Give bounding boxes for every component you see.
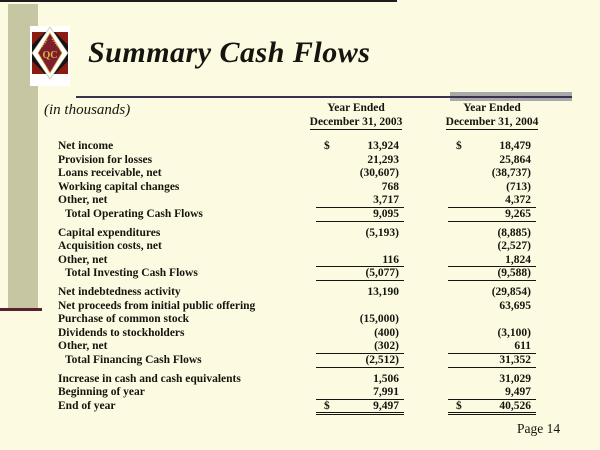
column-header-date: December 31, 2003 xyxy=(309,116,403,128)
row-label: Provision for losses xyxy=(58,153,153,166)
table-row xyxy=(58,286,536,300)
row-label: Total Financing Cash Flows xyxy=(65,353,202,366)
amount: (29,854) xyxy=(491,285,531,298)
units-note: (in thousands) xyxy=(44,102,131,118)
amount: 9,265 xyxy=(505,207,531,220)
value-2003 xyxy=(316,340,404,354)
row-label: Capital expenditures xyxy=(58,226,161,239)
title-rule xyxy=(76,96,572,98)
dollar-sign: $ xyxy=(324,399,330,412)
logo-monogram: QC xyxy=(42,50,58,61)
amount: 25,864 xyxy=(499,153,531,166)
amount: 768 xyxy=(381,180,399,193)
value-2003 xyxy=(316,254,404,268)
value-2004 xyxy=(448,154,536,168)
amount: 1,506 xyxy=(373,372,399,385)
amount: 31,352 xyxy=(499,353,531,366)
table-row xyxy=(58,400,536,414)
amount: (8,885) xyxy=(497,226,531,239)
value-2003 xyxy=(316,267,404,281)
dollar-sign: $ xyxy=(456,140,462,152)
amount: (302) xyxy=(374,340,399,353)
amount: 116 xyxy=(382,253,399,266)
value-2003 xyxy=(316,286,404,300)
column-header-2004 xyxy=(427,101,557,129)
amount: (3,100) xyxy=(497,326,531,339)
table-row xyxy=(58,313,536,327)
table-row xyxy=(58,267,536,281)
amount xyxy=(324,300,399,314)
table-section xyxy=(58,373,536,414)
value-2004 xyxy=(448,140,536,154)
value-2004 xyxy=(448,267,536,281)
amount: 3,717 xyxy=(373,194,399,207)
table-row xyxy=(58,354,536,368)
table-row xyxy=(58,167,536,181)
amount: 9,497 xyxy=(505,386,531,399)
dollar-sign: $ xyxy=(324,140,330,152)
amount xyxy=(456,313,531,327)
value-2004 xyxy=(448,181,536,195)
row-label: End of year xyxy=(58,399,116,412)
amount: (2,512) xyxy=(365,353,399,366)
value-2004 xyxy=(448,354,536,368)
table-section xyxy=(58,140,536,222)
table-row xyxy=(58,181,536,195)
column-header-line1: Year Ended xyxy=(327,102,385,114)
column-header-line1: Year Ended xyxy=(463,102,521,114)
value-2004 xyxy=(448,313,536,327)
value-2003 xyxy=(316,300,404,314)
value-2004 xyxy=(448,227,536,241)
amount: (5,077) xyxy=(365,267,399,280)
row-label: Acquisition costs, net xyxy=(58,240,162,253)
table-row xyxy=(58,327,536,341)
row-label: Working capital changes xyxy=(58,180,180,193)
table-row xyxy=(58,240,536,254)
top-border-line xyxy=(0,0,397,2)
row-label: Purchase of common stock xyxy=(58,313,190,326)
value-2003 xyxy=(316,354,404,368)
amount: 13,190 xyxy=(367,285,399,298)
dollar-sign: $ xyxy=(456,399,462,412)
amount: (9,588) xyxy=(497,267,531,280)
row-label: Increase in cash and cash equivalents xyxy=(58,372,241,385)
amount: 9,095 xyxy=(373,207,399,220)
amount: 40,526 xyxy=(499,399,531,412)
value-2004 xyxy=(448,373,536,387)
table-row xyxy=(58,154,536,168)
value-2003 xyxy=(316,194,404,208)
amount: 31,029 xyxy=(499,372,531,385)
amount: (38,737) xyxy=(491,167,531,180)
value-2003 xyxy=(316,140,404,154)
value-2003 xyxy=(316,400,404,414)
amount: (5,193) xyxy=(365,226,399,239)
value-2004 xyxy=(448,240,536,254)
value-2004 xyxy=(448,340,536,354)
value-2003 xyxy=(316,154,404,168)
table-row xyxy=(58,340,536,354)
amount: (30,607) xyxy=(359,167,399,180)
value-2003 xyxy=(316,313,404,327)
value-2004 xyxy=(448,327,536,341)
table-row xyxy=(58,254,536,268)
amount: 21,293 xyxy=(367,153,399,166)
qc-diamond-logo-icon xyxy=(30,26,70,86)
amount xyxy=(324,240,399,254)
value-2003 xyxy=(316,386,404,400)
row-label: Beginning of year xyxy=(58,386,145,399)
row-label: Net proceeds from initial public offering xyxy=(58,299,256,312)
row-label: Loans receivable, net xyxy=(58,167,162,180)
page-number: Page 14 xyxy=(517,421,561,436)
value-2003 xyxy=(316,208,404,222)
row-label: Net income xyxy=(58,140,114,152)
row-label: Other, net xyxy=(58,340,108,353)
row-label: Other, net xyxy=(58,194,108,207)
amount: 13,924 xyxy=(367,140,399,152)
value-2003 xyxy=(316,327,404,341)
value-2004 xyxy=(448,386,536,400)
table-row xyxy=(58,300,536,314)
column-header-date: December 31, 2004 xyxy=(445,116,539,128)
value-2003 xyxy=(316,167,404,181)
row-label: Total Operating Cash Flows xyxy=(65,207,203,220)
table-row xyxy=(58,227,536,241)
amount: 7,991 xyxy=(373,386,399,399)
table-row xyxy=(58,140,536,154)
column-header-2003 xyxy=(291,101,421,129)
amount: 9,497 xyxy=(373,399,399,412)
row-label: Other, net xyxy=(58,253,108,266)
value-2004 xyxy=(448,300,536,314)
value-2004 xyxy=(448,167,536,181)
amount: 4,372 xyxy=(505,194,531,207)
amount: (2,527) xyxy=(497,240,531,253)
table-row xyxy=(58,194,536,208)
value-2003 xyxy=(316,373,404,387)
table-row xyxy=(58,208,536,222)
slide-title: Summary Cash Flows xyxy=(88,36,371,69)
value-2004 xyxy=(448,254,536,268)
value-2004 xyxy=(448,400,536,414)
amount: 18,479 xyxy=(499,140,531,152)
table-row xyxy=(58,386,536,400)
value-2003 xyxy=(316,240,404,254)
row-label: Total Investing Cash Flows xyxy=(65,267,198,280)
table-section xyxy=(58,227,536,281)
row-label: Dividends to stockholders xyxy=(58,326,185,339)
amount: 1,824 xyxy=(505,253,531,266)
amount: (713) xyxy=(506,180,531,193)
cashflow-table xyxy=(58,140,536,418)
amount: (400) xyxy=(374,326,399,339)
left-accent-stub xyxy=(0,308,42,311)
table-row xyxy=(58,373,536,387)
value-2004 xyxy=(448,286,536,300)
value-2003 xyxy=(316,227,404,241)
amount: (15,000) xyxy=(359,313,399,326)
table-section xyxy=(58,286,536,368)
row-label: Net indebtedness activity xyxy=(58,285,181,298)
company-logo xyxy=(30,26,70,86)
amount: 63,695 xyxy=(499,299,531,312)
amount: 611 xyxy=(514,340,531,353)
value-2003 xyxy=(316,181,404,195)
value-2004 xyxy=(448,194,536,208)
value-2004 xyxy=(448,208,536,222)
